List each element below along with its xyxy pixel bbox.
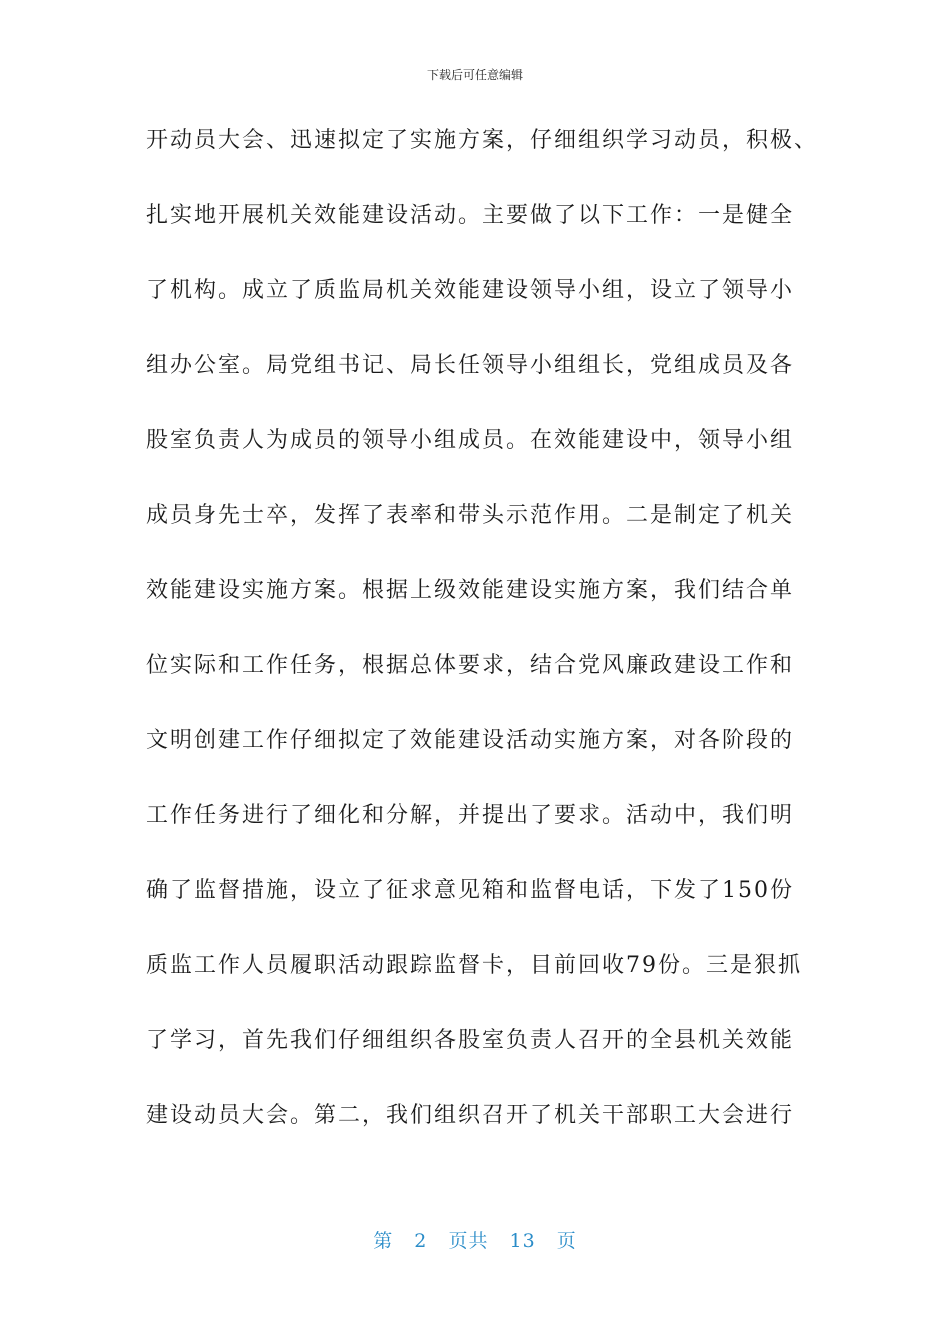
page-header: 下载后可任意编辑 (426, 68, 523, 82)
total-pages-number: 13 (509, 1230, 536, 1252)
body-line: 股室负责人为成员的领导小组成员。在效能建设中，领导小组 (146, 428, 795, 453)
footer-suffix: 页 (556, 1230, 577, 1252)
page-footer (0, 1226, 950, 1253)
body-line: 了学习，首先我们仔细组织各股室负责人召开的全县机关效能 (146, 1028, 795, 1053)
body-line: 位实际和工作任务，根据总体要求，结合党风廉政建设工作和 (146, 653, 795, 678)
footer-middle: 页共 (448, 1230, 489, 1252)
body-line: 扎实地开展机关效能建设活动。主要做了以下工作：一是健全 (146, 203, 795, 228)
current-page-number: 2 (414, 1230, 428, 1252)
body-line: 组办公室。局党组书记、局长任领导小组组长，党组成员及各 (146, 353, 795, 378)
body-line: 建设动员大会。第二，我们组织召开了机关干部职工大会进行 (146, 1103, 795, 1128)
body-line: 效能建设实施方案。根据上级效能建设实施方案，我们结合单 (146, 578, 795, 603)
body-line: 了机构。成立了质监局机关效能建设领导小组，设立了领导小 (146, 278, 795, 303)
body-line: 文明创建工作仔细拟定了效能建设活动实施方案，对各阶段的 (146, 728, 795, 753)
body-line: 确了监督措施，设立了征求意见箱和监督电话，下发了150份 (146, 878, 794, 903)
body-line: 成员身先士卒，发挥了表率和带头示范作用。二是制定了机关 (146, 503, 795, 528)
body-line: 开动员大会、迅速拟定了实施方案，仔细组织学习动员，积极、 (146, 128, 819, 153)
document-body (146, 128, 819, 1178)
body-line: 质监工作人员履职活动跟踪监督卡，目前回收79份。三是狠抓 (146, 953, 802, 978)
body-line: 工作任务进行了细化和分解，并提出了要求。活动中，我们明 (146, 803, 795, 828)
footer-prefix: 第 (373, 1230, 394, 1252)
